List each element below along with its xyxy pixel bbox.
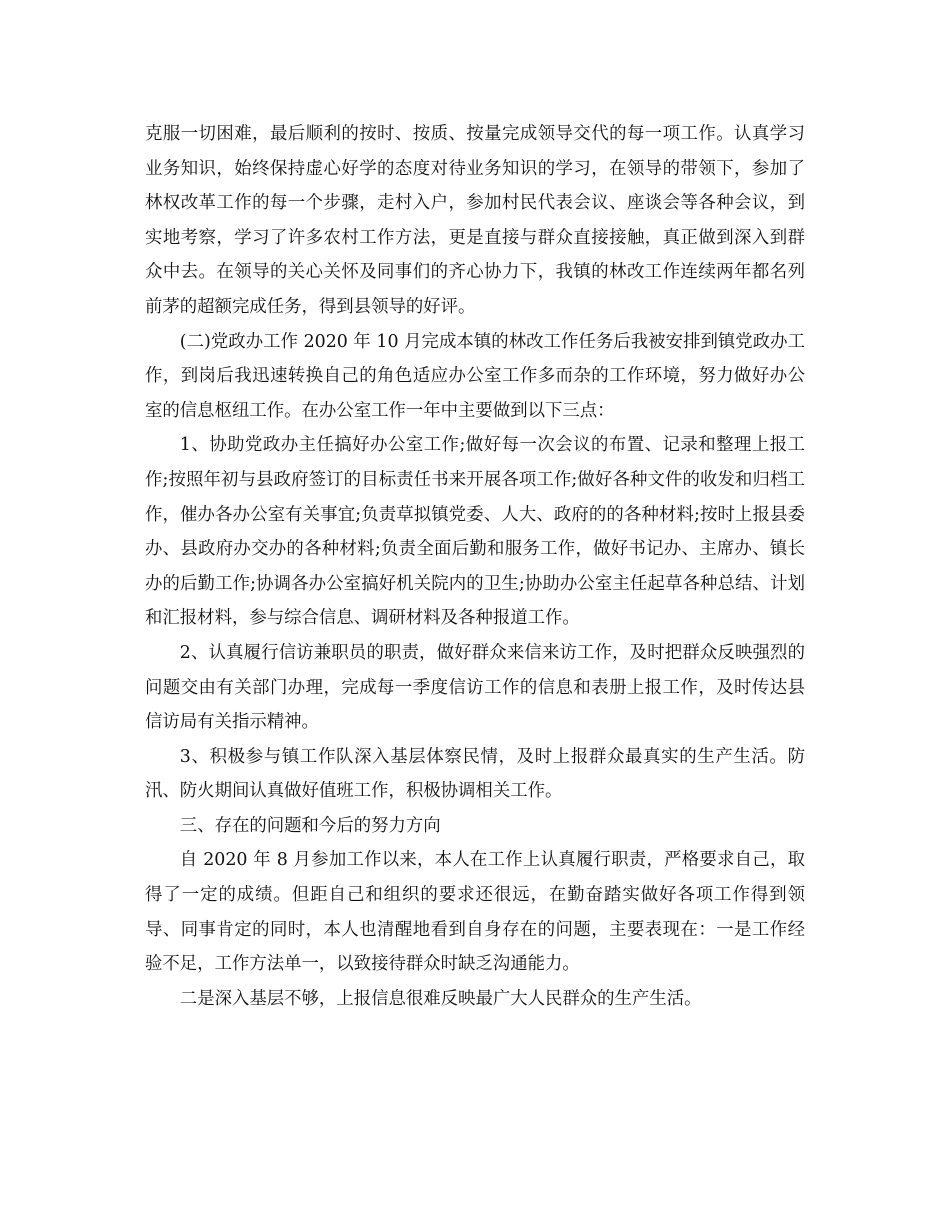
paragraph-problem-2: 二是深入基层不够，上报信息很难反映最广大人民群众的生产生活。 (179, 988, 702, 1009)
document-body (145, 117, 805, 1016)
paragraph-party-office-work: (二)党政办工作 2020 年 10 月完成本镇的林改工作任务后我被安排到镇党政办工作，到岗后我迅速转换自己的角色适应办公室工作多而杂的工作环境，努力做好办公室的信息枢纽工作。在办公室工作一年中主要做到以下三点： (145, 331, 805, 421)
paragraph-point-3: 3、积极参与镇工作队深入基层体察民情，及时上报群众最真实的生产生活。防汛、防火期间认真做好值班工作，积极协调相关工作。 (145, 746, 805, 802)
paragraph-problems-intro: 自 2020 年 8 月参加工作以来，本人在工作上认真履行职责，严格要求自己，取得了一定的成绩。但距自己和组织的要求还很远，在勤奋踏实做好各项工作得到领导、同事肯定的同时，本人也清醒地看到自身存在的问题，主要表现在：一是工作经验不足，工作方法单一，以致接待群众时缺乏沟通能力。 (145, 850, 805, 975)
section-heading-problems: 三、存在的问题和今后的努力方向 (179, 815, 441, 836)
paragraph-point-2: 2、认真履行信访兼职员的职责，做好群众来信来访工作，及时把群众反映强烈的问题交由有关部门办理，完成每一季度信访工作的信息和表册上报工作，及时传达县信访局有关指示精神。 (145, 642, 805, 733)
paragraph-point-1: 1、协助党政办主任搞好办公室工作;做好每一次会议的布置、记录和整理上报工作;按照年初与县政府签订的目标责任书来开展各项工作;做好各种文件的收发和归档工作，催办各办公室有关事宜;负责草拟镇党委、人大、政府的的各种材料;按时上报县委办、县政府办交办的各种材料;负责全面后勤和服务工作，做好书记办、主席办、镇长办的后勤工作;协调各办公室搞好机关院内的卫生;协助办公室主任起草各种总结、计划和汇报材料，参与综合信息、调研材料及各种报道工作。 (145, 435, 805, 629)
paragraph-forestry-work: 克服一切困难，最后顺利的按时、按质、按量完成领导交代的每一项工作。认真学习业务知识，始终保持虚心好学的态度对待业务知识的学习，在领导的带领下，参加了林权改革工作的每一个步骤，走村入户，参加村民代表会议、座谈会等各种会议，到实地考察，学习了许多农村工作方法，更是直接与群众直接接触，真正做到深入到群众中去。在领导的关心关怀及同事们的齐心协力下，我镇的林改工作连续两年都名列前茅的超额完成任务，得到县领导的好评。 (145, 124, 805, 317)
